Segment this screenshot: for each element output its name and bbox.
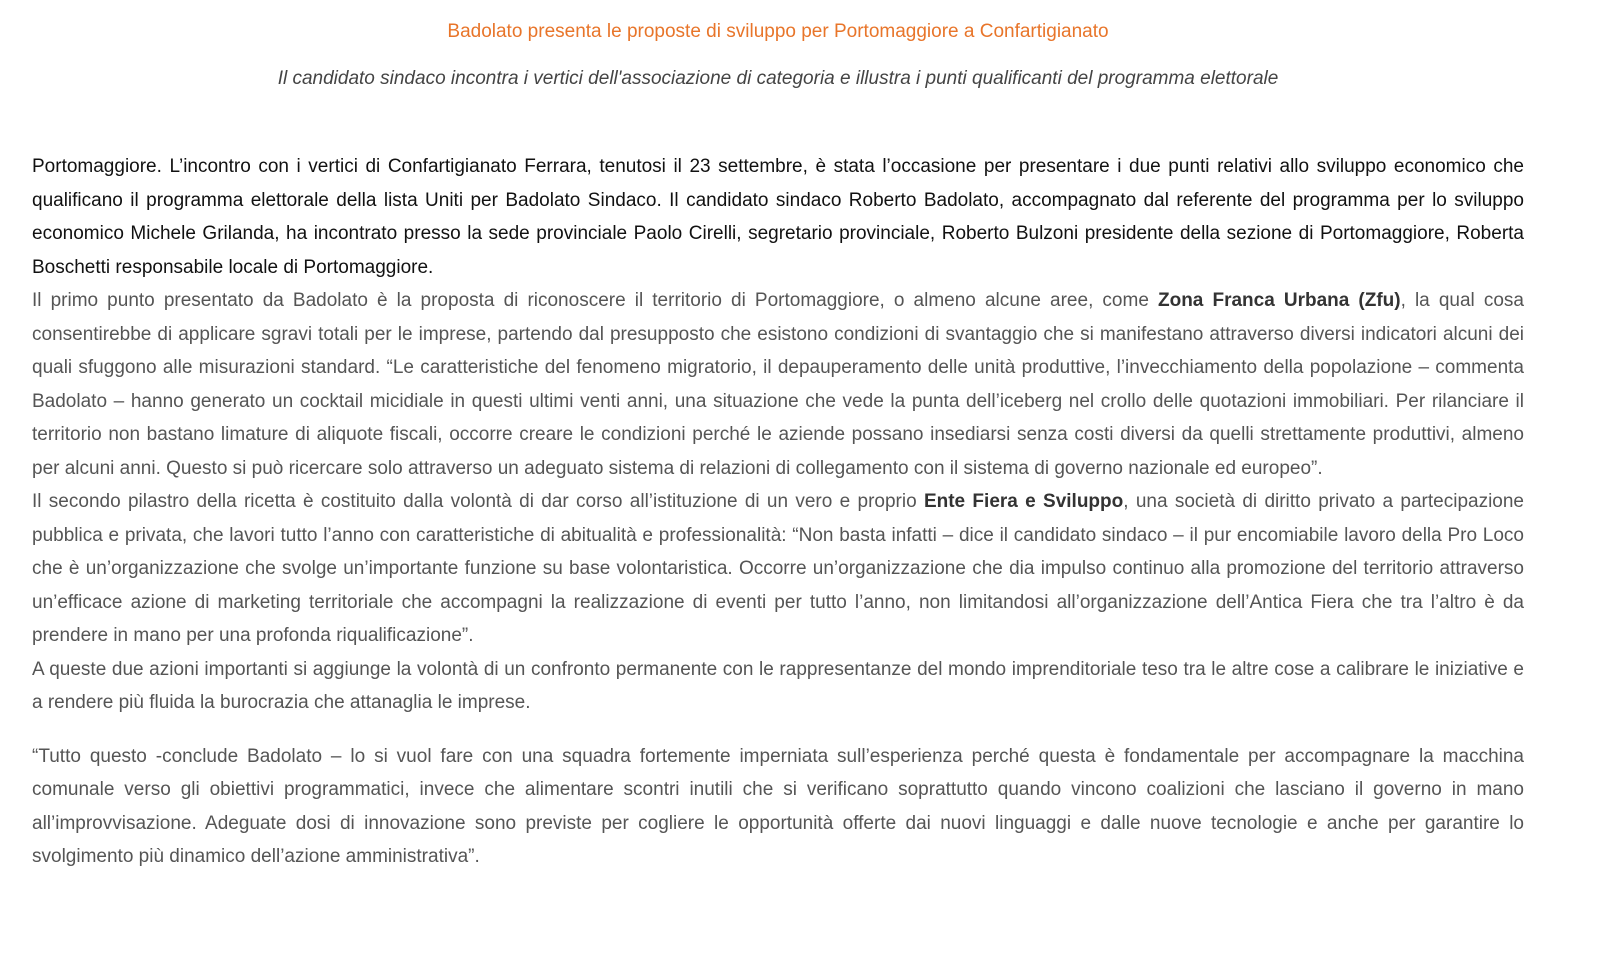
paragraph-zona-franca-text-end: , la qual cosa consentirebbe di applicare sgravi totali per le imprese, partendo dal presupposto che esistono condizioni di svantaggio che si manifestano attraverso diversi indicatori alcuni dei quali sfuggono alle misurazioni standard. “Le caratteristiche del fenomeno migratorio, il depauperamento delle unità produttive, l’invecchiamento della popolazione – commenta Badolato – hanno generato un cocktail micidiale in questi ultimi venti anni, una situazione che vede la punta dell’iceberg nel crollo delle quotazioni immobiliari. Per rilanciare il territorio non bastano limature di aliquote fiscali, occorre creare le condizioni perché le aziende possano insediarsi senza costi diversi da quelli strettamente produttivi, almeno per alcuni anni. Questo si può ricercare solo attraverso un adeguato sistema di relazioni di collegamento con il sistema di governo nazionale ed europeo”. (32, 290, 1524, 479)
paragraph-zona-franca-text-start: Il primo punto presentato da Badolato è la proposta di riconoscere il territorio di Portomaggiore, o almeno alcune aree, come (32, 290, 1158, 311)
article-body (32, 150, 1524, 874)
paragraph-ente-fiera-text-start: Il secondo pilastro della ricetta è costituito dalla volontà di dar corso all’istituzione di un vero e proprio (32, 491, 924, 512)
paragraph-conclusion: “Tutto questo -conclude Badolato – lo si vuol fare con una squadra fortemente imperniata sull’esperienza perché questa è fondamentale per accompagnare la macchina comunale verso gli obiettivi programmatici, invece che alimentare scontri inutili che si verificano soprattutto quando vincono coalizioni che lasciano il governo in mano all’improvvisazione. Adeguate dosi di innovazione sono previste per cogliere le opportunità offerte dai nuovi linguaggi e dalle nuove tecnologie e anche per garantire lo svolgimento più dinamico dell’azione amministrativa”. (32, 745, 1524, 867)
ente-fiera-highlight: Ente Fiera e Sviluppo (923, 491, 1124, 512)
paragraph-intro: Portomaggiore. L’incontro con i vertici di Confartigianato Ferrara, tenutosi il 23 settembre, è stata l’occasione per presentare i due punti relativi allo sviluppo economico che qualificano il programma elettorale della lista Uniti per Badolato Sindaco. Il candidato sindaco Roberto Badolato, accompagnato dal referente del programma per lo sviluppo economico Michele Grilanda, ha incontrato presso la sede provinciale Paolo Cirelli, segretario provinciale, Roberto Bulzoni presidente della sezione di Portomaggiore, Roberta Boschetti responsabile locale di Portomaggiore. (32, 156, 1524, 278)
paragraph-confronto: A queste due azioni importanti si aggiunge la volontà di un confronto permanente con le rappresentanze del mondo imprenditoriale teso tra le altre cose a calibrare le iniziative e a rendere più fluida la burocrazia che attanaglia le imprese. (32, 658, 1524, 713)
paragraph-zona-franca (32, 284, 1524, 485)
paragraph-ente-fiera (32, 485, 1524, 653)
paragraph-ente-fiera-text-end: , una società di diritto privato a partecipazione pubblica e privata, che lavori tutto l’anno con caratteristiche di abitualità e professionalità: “Non basta infatti – dice il candidato sindaco – il pur encomiabile lavoro della Pro Loco che è un’organizzazione che svolge un’importante funzione su base volontaristica. Occorre un’organizzazione che dia impulso continuo alla promozione del territorio attraverso un’efficace azione di marketing territoriale che accompagni la realizzazione di eventi per tutto l’anno, non limitandosi all’organizzazione dell’Antica Fiera che tra l’altro è da prendere in mano per una profonda riqualificazione”. (32, 491, 1524, 646)
zona-franca-urbana-highlight: Zona Franca Urbana (Zfu) (1157, 290, 1401, 311)
article-subtitle: Il candidato sindaco incontra i vertici dell'associazione di categoria e illustra i punti qualificanti del programma elettorale (277, 68, 1279, 89)
article-title: Badolato presenta le proposte di sviluppo per Portomaggiore a Confartigianato (447, 21, 1109, 42)
